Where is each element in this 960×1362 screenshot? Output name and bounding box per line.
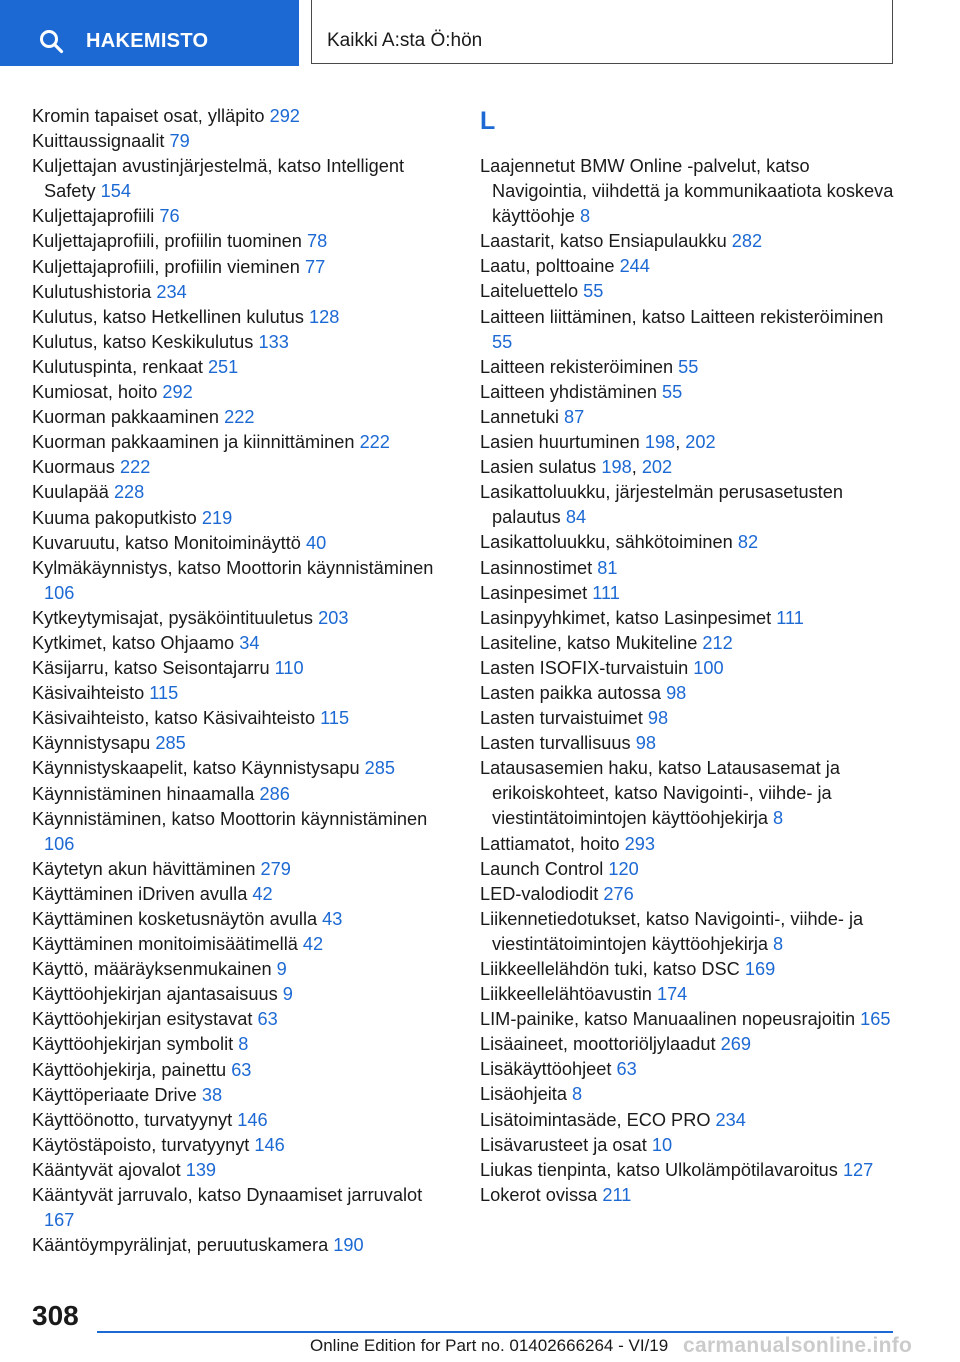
index-entry-term: Liikkeellelähdön tuki, katso DSC <box>480 959 740 979</box>
index-entry <box>32 1233 452 1258</box>
index-entry <box>32 405 452 430</box>
page-link[interactable]: 244 <box>619 256 650 277</box>
index-entry <box>480 1082 900 1107</box>
page-link[interactable]: 127 <box>842 1159 874 1180</box>
index-entry-term: Lisäohjeita <box>480 1084 567 1105</box>
section-letter: L <box>480 107 496 135</box>
page-link[interactable]: 100 <box>693 657 724 678</box>
page-link[interactable]: 219 <box>201 507 233 528</box>
index-entry-term: Laiteluettelo <box>480 281 579 302</box>
page-link[interactable]: 87 <box>563 406 585 427</box>
index-entry <box>32 656 452 681</box>
index-entry-term: Käyttöohjekirjan ajantasaisuus <box>32 984 278 1005</box>
page-link[interactable]: 63 <box>257 1009 278 1030</box>
index-entry <box>32 129 452 154</box>
page-link[interactable]: 165 <box>860 1009 891 1030</box>
index-entry <box>32 280 452 305</box>
index-search-button[interactable] <box>0 0 299 66</box>
index-entry-term: Kuvaruutu, katso Monitoiminäyttö <box>32 532 301 553</box>
page-link[interactable]: 115 <box>149 683 179 704</box>
page-link[interactable]: 282 <box>731 231 763 252</box>
page-link[interactable]: 77 <box>304 256 326 277</box>
page-link[interactable]: 202 <box>685 432 716 453</box>
index-entry-term: Laitteen rekisteröiminen <box>480 356 674 377</box>
index-entry <box>32 807 452 857</box>
index-entry <box>32 1158 452 1183</box>
page-link[interactable]: 63 <box>616 1059 637 1080</box>
index-entry-term: Käsijarru, katso Seisontajarru <box>32 658 270 679</box>
index-entry-term: Lasien huurtuminen <box>480 432 640 453</box>
index-entry-term: Kääntyvät jarruvalo, katso Dynaamiset jarruvalot <box>32 1185 423 1206</box>
page-link[interactable]: 55 <box>583 281 604 302</box>
index-entry-term: Latausasemien haku, katso Latausasemat ja erikoiskohteet, katso Navigointi-, viihde- ja viestintätoimintojen käyttöohjekirja <box>480 758 840 829</box>
search-icon <box>38 28 66 56</box>
index-entry <box>32 455 452 480</box>
index-entry-term: Lisätoimintasäde, ECO PRO <box>480 1109 711 1130</box>
index-entry-term: Kumiosat, hoito <box>32 382 158 403</box>
page-link[interactable]: 190 <box>333 1235 364 1256</box>
index-entry-term: Käynnistyskaapelit, katso Käynnistysapu <box>32 758 360 779</box>
page-link[interactable]: 98 <box>647 708 669 729</box>
page-link[interactable]: 146 <box>237 1109 268 1130</box>
index-entry-term: Käyttöohjekirjan esitystavat <box>32 1009 253 1030</box>
index-entry-term: Kuljettajaprofiili, profiilin vieminen <box>32 256 300 277</box>
index-entry <box>32 631 452 656</box>
index-entry <box>480 631 900 656</box>
index-entry-term: Lannetuki <box>480 406 559 427</box>
index-entry-term: Käyttäminen kosketusnäytön avulla <box>32 909 318 929</box>
index-entry-term: Kuittaussignaalit <box>32 131 165 152</box>
index-entry-term: Laitteen yhdistäminen <box>480 381 657 402</box>
index-entry-term: Kytkeytymisajat, pysäköintituuletus <box>32 607 314 628</box>
index-entry-term: Lasikattoluukku, sähkötoiminen <box>480 532 733 553</box>
page-link[interactable]: 269 <box>720 1034 751 1055</box>
page-link[interactable]: 76 <box>159 206 180 227</box>
index-entry-term: Kääntyvät ajovalot <box>32 1159 181 1180</box>
index-entry <box>480 1057 900 1082</box>
tab-label: Kaikki A:sta Ö:hön <box>327 30 483 51</box>
page-link[interactable]: 43 <box>322 909 343 929</box>
index-entry <box>480 380 900 405</box>
index-entry-term: Kuljettajan avustinjärjestelmä, katso Intelligent Safety <box>32 156 405 202</box>
page-link[interactable]: 8 <box>773 933 784 954</box>
index-entry <box>480 254 900 279</box>
tab-a-to-o[interactable] <box>311 0 893 64</box>
index-entry-term: Kuljettajaprofiili <box>32 206 155 227</box>
index-entry <box>480 681 900 706</box>
index-entry-term: Lasinpyyhkimet, katso Lasinpesimet <box>480 607 772 628</box>
page-link[interactable]: 198 <box>644 432 676 453</box>
page-link[interactable]: 9 <box>276 959 287 980</box>
index-entry-term: Käsivaihteisto, katso Käsivaihteisto <box>32 708 316 729</box>
index-entry <box>32 556 452 606</box>
index-entry <box>32 229 452 254</box>
index-entry-term: Lasinpesimet <box>480 582 588 603</box>
page-link[interactable]: 42 <box>252 883 273 904</box>
index-entry-term: Käyttöohjekirjan symbolit <box>32 1034 234 1055</box>
page-link[interactable]: 111 <box>776 607 804 628</box>
index-entry <box>32 305 452 330</box>
page-link[interactable]: 106 <box>44 582 75 603</box>
page-link[interactable]: 198 <box>601 457 632 478</box>
page-link[interactable]: 106 <box>44 833 75 854</box>
index-entry-term: Käsivaihteisto <box>32 683 145 704</box>
index-entry-term: Lisävarusteet ja osat <box>480 1134 647 1155</box>
index-entry <box>32 330 452 355</box>
page-link[interactable]: 203 <box>318 607 349 628</box>
index-entry-term: Kromin tapaiset osat, ylläpito <box>32 106 265 126</box>
index-entry-term: Kuulapää <box>32 482 109 503</box>
page-link[interactable]: 81 <box>597 557 618 578</box>
index-entry <box>480 731 900 756</box>
index-entry <box>480 556 900 581</box>
page-link[interactable]: 34 <box>239 632 260 653</box>
index-entry-term: Kulutuspinta, renkaat <box>32 356 203 377</box>
index-entry <box>480 405 900 430</box>
page-link[interactable]: 84 <box>565 507 587 528</box>
index-entry-term: Käynnistäminen hinaamalla <box>32 783 255 804</box>
index-entry <box>32 932 452 957</box>
index-entry-term: Lasiteline, katso Mukiteline <box>480 632 698 653</box>
index-entry-term: Lasten turvallisuus <box>480 733 631 754</box>
page-link[interactable]: 228 <box>113 482 145 503</box>
page-link[interactable]: 222 <box>224 407 255 428</box>
page-link[interactable]: 8 <box>773 808 784 829</box>
index-entry <box>480 1007 900 1032</box>
index-entry-term: LIM-painike, katso Manuaalinen nopeusrajoitin <box>480 1009 856 1030</box>
index-entry <box>480 982 900 1007</box>
index-entry-term: Lasinnostimet <box>480 557 593 578</box>
page-link[interactable]: 10 <box>651 1134 673 1155</box>
page-link[interactable]: 42 <box>302 934 324 955</box>
index-entry-term: Kulutus, katso Hetkellinen kulutus <box>32 306 304 327</box>
index-entry-term: Käynnistysapu <box>32 733 151 754</box>
page-link[interactable]: 167 <box>44 1210 75 1231</box>
index-entry <box>32 104 452 129</box>
index-entry-term: Kulutus, katso Keskikulutus <box>32 331 254 352</box>
page-link[interactable]: 55 <box>492 331 513 352</box>
index-entry-term: Kuorman pakkaaminen ja kiinnittäminen <box>32 432 355 453</box>
page-link[interactable]: 146 <box>254 1134 285 1155</box>
index-entry <box>32 1083 452 1108</box>
page-link[interactable]: 234 <box>715 1109 746 1130</box>
page-link[interactable]: 285 <box>155 733 186 754</box>
page-link[interactable]: 79 <box>169 131 190 152</box>
index-entry <box>480 1158 900 1183</box>
index-entry-term: Kuuma pakoputkisto <box>32 507 197 528</box>
index-entry-term: Kytkimet, katso Ohjaamo <box>32 632 235 653</box>
index-entry <box>480 305 900 355</box>
page-link[interactable]: 212 <box>702 632 733 653</box>
index-entry <box>32 255 452 280</box>
index-entry <box>32 1032 452 1057</box>
index-entry <box>32 531 452 556</box>
index-entry-term: LED-valodiodit <box>480 883 599 904</box>
page-link[interactable]: 40 <box>305 532 327 553</box>
index-entry <box>480 606 900 631</box>
index-entry <box>32 506 452 531</box>
index-entry: Lasien sulatus 198, 202 <box>480 457 673 478</box>
index-entry-term: Lattiamatot, hoito <box>480 833 620 854</box>
footer-watermark: carmanualsonline.info <box>683 1334 913 1357</box>
index-entry <box>480 229 900 254</box>
index-entry <box>32 857 452 882</box>
index-entry <box>32 907 452 932</box>
index-entry-term: Käyttöönotto, turvatyynyt <box>32 1109 233 1130</box>
index-entry-term: Liukas tienpinta, katso Ulkolämpötilavaroitus <box>480 1159 838 1180</box>
page-link[interactable]: 292 <box>162 382 193 403</box>
index-entry-term: Kuljettajaprofiili, profiilin tuominen <box>32 231 302 252</box>
index-entry-term: Laatu, polttoaine <box>480 256 615 277</box>
page-link[interactable]: 276 <box>603 883 634 904</box>
index-entry-term: Laastarit, katso Ensiapulaukku <box>480 231 727 252</box>
page-link[interactable]: 78 <box>306 231 328 252</box>
index-entry-term: Käyttö, määräyksenmukainen <box>32 959 272 980</box>
page-link[interactable]: 286 <box>259 783 290 804</box>
index-entry <box>32 1133 452 1158</box>
index-entry <box>32 1058 452 1083</box>
index-entry <box>480 756 900 831</box>
index-entry-term: Käyttäminen iDriven avulla <box>32 883 248 904</box>
index-entry-term: Lasten turvaistuimet <box>480 708 643 729</box>
page-number: 308 <box>32 1300 79 1331</box>
index-entry-term: Kulutushistoria <box>32 281 152 302</box>
index-entry <box>480 957 900 982</box>
page-link[interactable]: 63 <box>231 1059 252 1080</box>
index-entry-term: Kylmäkäynnistys, katso Moottorin käynnistäminen <box>32 557 434 578</box>
index-entry <box>32 204 452 229</box>
page-link[interactable]: 55 <box>662 381 683 402</box>
index-entry <box>32 1183 452 1233</box>
index-entry <box>480 832 900 857</box>
page-link[interactable]: 115 <box>320 708 350 729</box>
page-link[interactable]: 120 <box>608 858 639 879</box>
page-link[interactable]: 211 <box>602 1184 632 1205</box>
index-entry-term: Laajennetut BMW Online -palvelut, katso Navigointia, viihdettä ja kommunikaatiota koskeva käyttöohje <box>480 156 894 227</box>
index-entry <box>32 154 452 204</box>
index-entry <box>480 882 900 907</box>
index-entry <box>32 782 452 807</box>
page-link[interactable]: 98 <box>635 733 656 754</box>
page-link[interactable]: 9 <box>282 984 293 1005</box>
page-link[interactable]: 38 <box>201 1084 223 1105</box>
index-entry <box>32 882 452 907</box>
index-entry <box>32 606 452 631</box>
index-entry-term: Laitteen liittäminen, katso Laitteen rekisteröiminen <box>480 306 884 327</box>
page-link[interactable]: 285 <box>364 758 395 779</box>
page-link[interactable]: 279 <box>260 858 291 879</box>
index-entry-term: Lasten ISOFIX-turvaistuin <box>480 657 689 678</box>
footer-edition: Online Edition for Part no. 01402666264 - VI/19 <box>310 1336 669 1355</box>
page-link[interactable]: 8 <box>238 1034 249 1055</box>
index-entry-term: Lisäaineet, moottoriöljylaadut <box>480 1034 716 1055</box>
index-entry <box>32 756 452 781</box>
index-entry-term: Käyttöohjekirja, painettu <box>32 1059 227 1080</box>
page-link[interactable]: 293 <box>624 833 655 854</box>
page-link[interactable]: 292 <box>269 106 300 126</box>
index-entry <box>480 656 900 681</box>
page-link[interactable]: 234 <box>156 281 187 302</box>
index-entry <box>32 355 452 380</box>
index-entry <box>32 982 452 1007</box>
page-link[interactable]: 222 <box>119 457 151 478</box>
index-entry-term: Liikennetiedotukset, katso Navigointi-, viihde- ja viestintätoimintojen käyttöohjekirja <box>480 908 864 954</box>
index-entry-term: Lasten paikka autossa <box>480 682 661 703</box>
page-link[interactable]: 154 <box>100 181 131 202</box>
index-entry-term: Käyttöperiaate Drive <box>32 1084 197 1105</box>
index-entry-term: Lasien sulatus <box>480 457 597 478</box>
index-entry-term: Käytetyn akun hävittäminen <box>32 858 256 879</box>
index-entry <box>32 1007 452 1032</box>
index-entry: Lasien huurtuminen 198, 202 <box>480 432 716 453</box>
index-entry <box>480 355 900 380</box>
index-entry <box>480 279 900 304</box>
index-entry <box>32 706 452 731</box>
index-entry <box>480 706 900 731</box>
page-link[interactable]: 128 <box>309 306 340 327</box>
index-entry <box>32 380 452 405</box>
index-entry-term: Lokerot ovissa <box>480 1184 598 1205</box>
page-link[interactable]: 169 <box>744 959 776 979</box>
index-entry <box>480 1183 900 1208</box>
index-entry-term: Liikkeellelähtöavustin <box>480 984 652 1005</box>
index-entry <box>32 430 452 455</box>
index-entry <box>32 480 452 505</box>
index-entry-term: Kuorman pakkaaminen <box>32 407 220 428</box>
index-entry-term: Lasikattoluukku, järjestelmän perusasetusten palautus <box>480 482 843 528</box>
index-entry-term: Käyttäminen monitoimisäätimellä <box>32 934 298 955</box>
page-link[interactable]: 8 <box>579 206 591 227</box>
index-entry <box>32 681 452 706</box>
index-entry <box>480 530 900 555</box>
page-link[interactable]: 110 <box>274 658 304 679</box>
index-entry <box>480 907 900 957</box>
index-column-right <box>480 104 900 1208</box>
index-entry-term: Launch Control <box>480 858 604 879</box>
index-entry <box>480 1032 900 1057</box>
search-button-label: HAKEMISTO <box>86 30 209 52</box>
page-link[interactable]: 251 <box>207 356 239 377</box>
index-entry <box>480 1133 900 1158</box>
index-entry-term: Kääntöympyrälinjat, peruutuskamera <box>32 1235 329 1256</box>
page-link[interactable]: 222 <box>359 432 390 453</box>
footer-divider <box>97 1331 893 1333</box>
index-entry-term: Lisäkäyttöohjeet <box>480 1059 612 1080</box>
page-link[interactable]: 55 <box>678 356 699 377</box>
page-link[interactable]: 82 <box>737 532 759 553</box>
index-entry-term: Kuormaus <box>32 457 115 478</box>
index-entry <box>32 957 452 982</box>
page-link[interactable]: 174 <box>656 984 688 1005</box>
index-entry <box>480 480 900 530</box>
index-entry-term: Käytöstäpoisto, turvatyynyt <box>32 1134 250 1155</box>
index-column-left <box>32 104 452 1258</box>
index-entry <box>32 1108 452 1133</box>
page-link[interactable]: 111 <box>592 582 620 603</box>
page-link[interactable]: 8 <box>572 1084 583 1105</box>
index-entry <box>480 154 900 229</box>
index-entry <box>480 1108 900 1133</box>
index-entry <box>32 731 452 756</box>
page-link[interactable]: 98 <box>666 682 687 703</box>
page-link[interactable]: 133 <box>258 331 289 352</box>
index-entry-term: Käynnistäminen, katso Moottorin käynnistäminen <box>32 808 428 829</box>
page-link[interactable]: 139 <box>185 1159 217 1180</box>
index-entry <box>480 581 900 606</box>
top-bar <box>0 0 960 66</box>
page-link[interactable]: 202 <box>641 457 673 478</box>
index-entry <box>480 857 900 882</box>
